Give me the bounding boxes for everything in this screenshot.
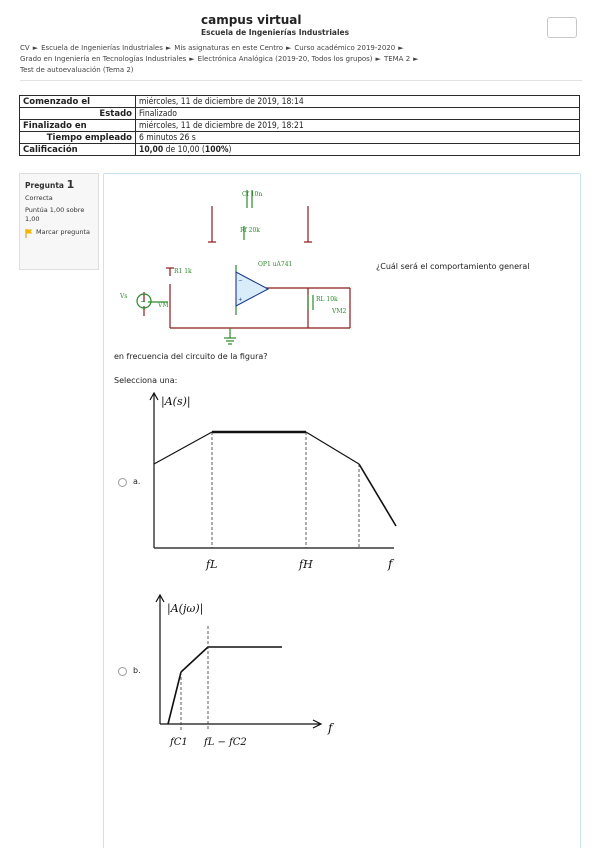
graph-a	[140, 388, 410, 573]
breadcrumb-separator-icon: ►	[165, 44, 172, 52]
question-number-value: 1	[66, 178, 75, 191]
summary-label: Comenzado el	[20, 96, 136, 108]
breadcrumb-separator-icon: ►	[398, 44, 404, 52]
summary-value: Finalizado	[136, 108, 580, 120]
breadcrumb-item-topic[interactable]: TEMA 2	[383, 55, 411, 63]
flag-question-link[interactable]	[25, 228, 93, 238]
question-grade: Puntúa 1,00 sobre 1,00	[25, 206, 85, 223]
summary-value: miércoles, 11 de diciembre de 2019, 18:21	[136, 120, 580, 132]
breadcrumb-separator-icon: ►	[413, 55, 419, 63]
summary-label: Estado	[20, 108, 136, 120]
vs-label: Vs	[120, 293, 128, 300]
breadcrumb	[20, 43, 590, 76]
graph-b-tick-fl-fc2: fL − fC2	[204, 737, 247, 748]
attempt-summary-table	[19, 95, 580, 156]
summary-row-grade	[20, 144, 580, 156]
graph-b-tick-fc1: fC1	[170, 737, 188, 748]
graph-b	[150, 590, 350, 755]
r1-label: R1 1k	[174, 268, 192, 275]
summary-row-started	[20, 96, 580, 108]
question-text-part2: en frecuencia del circuito de la figura?	[114, 352, 268, 361]
breadcrumb-item-academic-year[interactable]: Curso académico 2019-2020	[294, 44, 396, 52]
grade-close: )	[228, 144, 232, 155]
site-header	[0, 0, 600, 44]
option-b-radio[interactable]	[118, 667, 127, 676]
opamp-label: OP1 uA741	[258, 261, 293, 268]
question-number	[25, 178, 93, 191]
option-a-radio[interactable]	[118, 478, 127, 487]
question-text-part1: ¿Cuál será el comportamiento general	[376, 262, 530, 271]
summary-value: miércoles, 11 de diciembre de 2019, 18:14	[136, 96, 580, 108]
rf-label: Rf 20k	[240, 227, 260, 234]
breadcrumb-item-course[interactable]: Electrónica Analógica (2019-20, Todos los grupos)	[197, 55, 373, 63]
svg-text:−: −	[238, 278, 243, 284]
graph-b-ylabel: |A(jω)|	[167, 602, 204, 615]
grade-of: de 10,00 (	[163, 144, 205, 155]
graph-a-fall-2	[359, 464, 396, 526]
option-b-label[interactable]: b.	[133, 666, 141, 675]
svg-text:+: +	[238, 297, 243, 303]
site-subtitle: Escuela de Ingenierías Industriales	[201, 28, 350, 37]
graph-a-tick-f: f	[388, 557, 393, 571]
breadcrumb-item-cv[interactable]: CV	[20, 44, 30, 52]
graph-a-fall-1	[306, 432, 359, 464]
breadcrumb-item-my-courses[interactable]: Mis asignaturas en este Centro	[174, 44, 283, 52]
graph-b-rise-1	[168, 672, 181, 724]
summary-row-time	[20, 132, 580, 144]
breadcrumb-separator-icon: ►	[375, 55, 381, 63]
question-label: Pregunta	[25, 181, 64, 190]
breadcrumb-item-school[interactable]: Escuela de Ingenierías Industriales	[41, 44, 163, 52]
breadcrumb-separator-icon: ►	[286, 44, 292, 52]
vm1-label: VM	[158, 302, 169, 309]
breadcrumb-item-quiz[interactable]: Test de autoevaluación (Tema 2)	[20, 66, 134, 74]
breadcrumb-separator-icon: ►	[32, 44, 39, 52]
rl-label: RL 10k	[316, 296, 338, 303]
header-divider	[20, 80, 582, 81]
graph-a-rise	[154, 432, 212, 464]
summary-value: 6 minutos 26 s	[136, 132, 580, 144]
answer-prompt: Selecciona una:	[114, 376, 178, 385]
summary-label: Tiempo empleado	[20, 132, 136, 144]
grade-score: 10,00	[139, 144, 164, 155]
option-a-label[interactable]: a.	[133, 477, 141, 486]
question-info	[19, 173, 99, 270]
cf-label: Cf 10n	[242, 191, 263, 198]
svg-text:~: ~	[140, 298, 146, 306]
menu-toggle-button[interactable]	[547, 17, 577, 38]
graph-b-tick-f: f	[328, 721, 333, 735]
graph-a-ylabel: |A(s)|	[161, 395, 191, 408]
summary-row-finished	[20, 120, 580, 132]
flag-icon	[25, 229, 33, 238]
question-state: Correcta	[25, 194, 53, 202]
grade-percent: 100%	[204, 144, 229, 155]
summary-row-state	[20, 108, 580, 120]
graph-b-rise-2	[181, 647, 208, 672]
graph-a-tick-fl: fL	[206, 558, 218, 571]
site-title[interactable]: campus virtual	[201, 13, 302, 27]
summary-value	[136, 144, 580, 156]
summary-label: Finalizado en	[20, 120, 136, 132]
flag-label: Marcar pregunta	[36, 228, 90, 236]
summary-label: Calificación	[20, 144, 136, 156]
graph-a-tick-fh: fH	[299, 558, 313, 571]
breadcrumb-separator-icon: ►	[189, 55, 195, 63]
breadcrumb-item-degree[interactable]: Grado en Ingeniería en Tecnologías Industriales	[20, 55, 187, 63]
circuit-diagram	[112, 180, 372, 350]
vm2-label: VM2	[332, 308, 347, 315]
